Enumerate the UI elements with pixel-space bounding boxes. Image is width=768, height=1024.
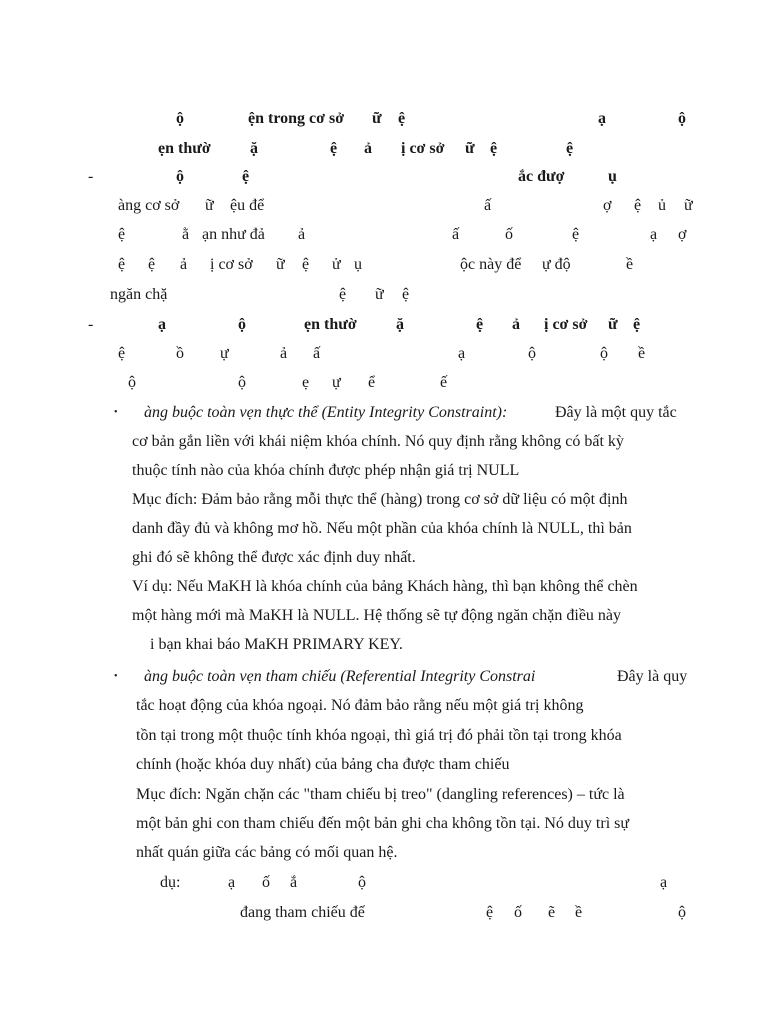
entity-integrity-title: àng buộc toàn vẹn thực thể (Entity Integrity Constraint): bbox=[144, 404, 508, 421]
paragraph-line: Ví dụ: Nếu MaKH là khóa chính của bảng Khách hàng, thì bạn không thể chèn bbox=[132, 578, 638, 595]
text-fragment: ữ bbox=[375, 286, 384, 303]
text-fragment: đang tham chiếu đế bbox=[240, 904, 365, 921]
text-fragment: ộ bbox=[678, 904, 686, 921]
text-fragment: ộ bbox=[600, 345, 608, 362]
paragraph-line: nhất quán giữa các bảng có mối quan hệ. bbox=[136, 844, 398, 861]
text-fragment: ộ bbox=[678, 110, 686, 127]
text-fragment: ữ bbox=[608, 316, 618, 333]
text-fragment: ộ bbox=[528, 345, 536, 362]
text-fragment: ệ bbox=[490, 140, 498, 157]
text-fragment: ệ bbox=[330, 140, 338, 157]
text-fragment: ộ bbox=[128, 374, 136, 391]
paragraph-line: Đây là quy bbox=[617, 668, 688, 685]
paragraph-line: chính (hoặc khóa duy nhất) của bảng cha được tham chiếu bbox=[136, 756, 510, 773]
text-fragment: ặ bbox=[250, 140, 258, 157]
paragraph-line: một hàng mới mà MaKH là NULL. Hệ thống sẽ tự động ngăn chặn điều này bbox=[132, 607, 622, 624]
text-fragment: ắ bbox=[290, 874, 298, 891]
text-fragment: ự độ bbox=[542, 256, 571, 273]
text-fragment: ợ bbox=[678, 226, 687, 243]
text-fragment: ề bbox=[575, 904, 583, 921]
text-fragment: ạ bbox=[458, 345, 466, 362]
text-fragment: ự bbox=[220, 345, 229, 362]
text-fragment: ố bbox=[505, 226, 513, 243]
text-fragment: ả bbox=[512, 316, 520, 333]
text-fragment: ế bbox=[440, 374, 448, 391]
text-fragment: ụ bbox=[608, 168, 617, 185]
text-fragment: ữ bbox=[276, 256, 285, 273]
text-fragment: ị cơ sở bbox=[401, 140, 445, 157]
text-fragment: ấ bbox=[313, 345, 321, 362]
text-fragment: ủ bbox=[658, 197, 666, 214]
list-dash: - bbox=[88, 168, 94, 185]
text-fragment: ị cơ sở bbox=[544, 316, 588, 333]
bullet-marker: • bbox=[114, 407, 118, 418]
text-fragment: ẹn thườ bbox=[158, 140, 211, 157]
list-dash: - bbox=[88, 316, 94, 333]
text-fragment: ữ bbox=[372, 110, 382, 127]
text-fragment: ệ bbox=[476, 316, 484, 333]
text-fragment: ả bbox=[280, 345, 288, 362]
paragraph-line: một bản ghi con tham chiếu đến một bản ghi cha không tồn tại. Nó duy trì sự bbox=[136, 815, 630, 832]
text-fragment: ẹ bbox=[302, 374, 310, 391]
text-fragment: ề bbox=[638, 345, 646, 362]
paragraph-line: ghi đó sẽ không thể được xác định duy nhất. bbox=[132, 549, 416, 566]
text-fragment: ể bbox=[368, 374, 376, 391]
text-fragment: àng cơ sở bbox=[118, 197, 180, 214]
text-fragment: ệ bbox=[398, 110, 406, 127]
paragraph-line: Mục đích: Đảm bảo rằng mỗi thực thể (hàng) trong cơ sở dữ liệu có một định bbox=[132, 491, 628, 508]
text-fragment: ồ bbox=[176, 345, 184, 362]
text-fragment: ệ bbox=[633, 316, 641, 333]
text-fragment: ộ bbox=[238, 374, 246, 391]
text-fragment: ố bbox=[514, 904, 522, 921]
text-fragment: ạ bbox=[228, 874, 236, 891]
text-fragment: ấ bbox=[452, 226, 460, 243]
text-fragment: ắc đượ bbox=[518, 168, 565, 185]
text-fragment: ệ bbox=[148, 256, 156, 273]
text-fragment: ề bbox=[626, 256, 634, 273]
text-fragment: ệ bbox=[339, 286, 347, 303]
text-fragment: ằ bbox=[182, 226, 190, 243]
text-fragment: ữ bbox=[205, 197, 214, 214]
bullet-marker: • bbox=[114, 671, 118, 682]
text-fragment: ộ bbox=[358, 874, 366, 891]
text-fragment: ện trong cơ sở bbox=[248, 110, 345, 127]
text-fragment: ự bbox=[332, 374, 341, 391]
text-fragment: ngăn chặ bbox=[110, 286, 168, 303]
text-fragment: ạ bbox=[158, 316, 166, 333]
text-fragment: ệ bbox=[242, 168, 250, 185]
text-fragment: ẽ bbox=[548, 904, 556, 921]
text-fragment: ạ bbox=[598, 110, 606, 127]
paragraph-line: tồn tại trong một thuộc tính khóa ngoại, thì giá trị đó phải tồn tại trong khóa bbox=[136, 727, 622, 744]
paragraph-line: danh đầy đủ và không mơ hồ. Nếu một phần của khóa chính là NULL, thì bản bbox=[132, 520, 632, 537]
text-fragment: ố bbox=[262, 874, 270, 891]
text-fragment: ệ bbox=[572, 226, 580, 243]
text-fragment: ợ bbox=[603, 197, 612, 214]
text-fragment: ộ bbox=[238, 316, 246, 333]
text-fragment: ặ bbox=[396, 316, 404, 333]
paragraph-line: Đây là một quy tắc bbox=[555, 404, 677, 421]
text-fragment: ộc này để bbox=[460, 256, 522, 273]
text-fragment: ị cơ sở bbox=[210, 256, 253, 273]
referential-integrity-title: àng buộc toàn vẹn tham chiếu (Referential Integrity Constrai bbox=[144, 668, 536, 685]
text-fragment: ộ bbox=[176, 110, 184, 127]
text-fragment: ụ bbox=[354, 256, 362, 273]
text-fragment: ệu để bbox=[230, 197, 265, 214]
text-fragment: ệ bbox=[486, 904, 494, 921]
paragraph-line: thuộc tính nào của khóa chính được phép nhận giá trị NULL bbox=[132, 462, 520, 479]
text-fragment: ộ bbox=[176, 168, 184, 185]
text-fragment: ệ bbox=[302, 256, 310, 273]
text-fragment: ệ bbox=[566, 140, 574, 157]
text-fragment: ệ bbox=[118, 256, 126, 273]
text-fragment: ạn như đả bbox=[202, 226, 265, 243]
text-fragment: ẹn thườ bbox=[304, 316, 357, 333]
paragraph-line: tắc hoạt động của khóa ngoại. Nó đảm bảo rằng nếu một giá trị không bbox=[136, 697, 584, 714]
text-fragment: ữ bbox=[684, 197, 693, 214]
text-fragment: ử bbox=[332, 256, 341, 273]
text-fragment: ạ bbox=[650, 226, 658, 243]
text-fragment: ệ bbox=[634, 197, 642, 214]
text-fragment: ấ bbox=[484, 197, 492, 214]
text-fragment: ạ bbox=[660, 874, 668, 891]
text-fragment: ệ bbox=[118, 226, 126, 243]
text-fragment: dụ: bbox=[160, 874, 181, 891]
text-fragment: ữ bbox=[465, 140, 475, 157]
paragraph-line: cơ bản gắn liền với khái niệm khóa chính. Nó quy định rằng không có bất kỳ bbox=[132, 433, 624, 450]
paragraph-line: Mục đích: Ngăn chặn các "tham chiếu bị treo" (dangling references) – tức là bbox=[136, 786, 625, 803]
text-fragment: ả bbox=[180, 256, 188, 273]
text-fragment: ả bbox=[364, 140, 372, 157]
text-fragment: ả bbox=[298, 226, 306, 243]
paragraph-line: i bạn khai báo MaKH PRIMARY KEY. bbox=[150, 636, 403, 653]
text-fragment: ệ bbox=[402, 286, 410, 303]
text-fragment: ệ bbox=[118, 345, 126, 362]
